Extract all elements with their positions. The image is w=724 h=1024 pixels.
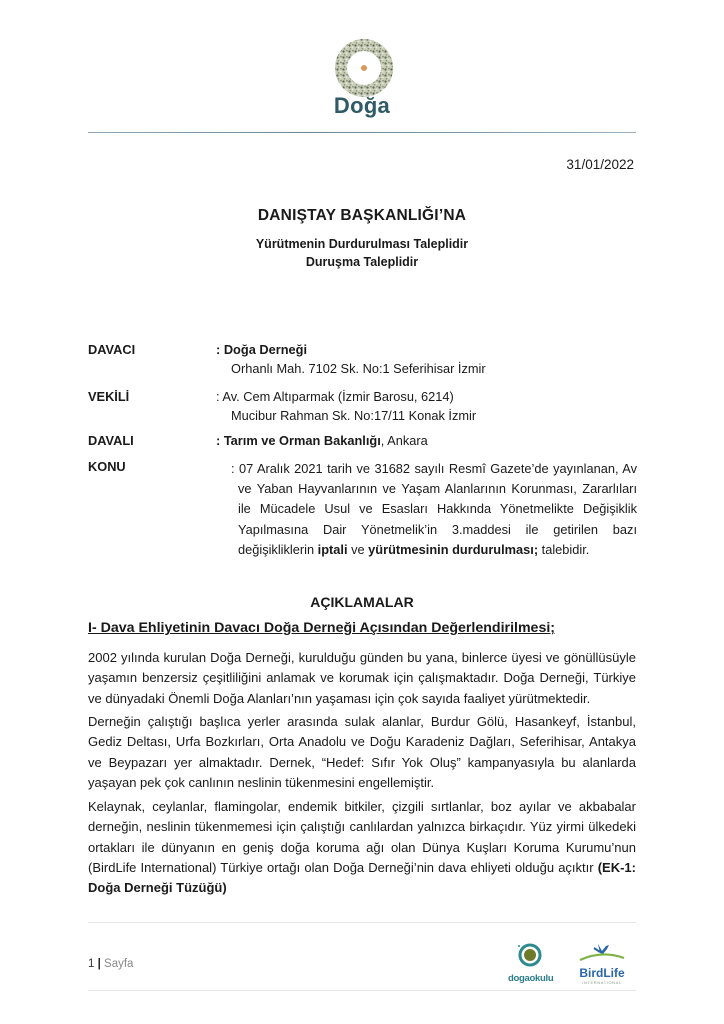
davali-label: DAVALI [88,433,134,448]
document-date: 31/01/2022 [566,157,634,172]
paragraph-3-text: Kelaynak, ceylanlar, flamingolar, endemik bitkiler, çizgili sırtlanlar, boz ayılar ve akbabalar derneğin, neslinin tükenmemesi için çalıştığı canlılardan yalnızca birkaçıdır. Yüz yirmi ülkedeki ortakları ile dünyanın en geniş doğa koruma ağı olan Dünya Kuşları Koruma Kurumu’nun (BirdLife International) Türkiye ortağı olan Doğa Derneği’nin dava ehliyeti olduğu açıktır [88,799,636,875]
dogaokulu-logo [508,942,552,984]
davali-name: : Tarım ve Orman Bakanlığı [216,433,381,448]
footer-divider-bottom [88,990,636,991]
page-number-value: 1 [88,958,95,970]
konu-text-mid: ve [347,541,369,557]
konu-text-start: : 07 Aralık 2021 tarih ve 31682 sayılı Resmî Gazete’de yayınlanan, Av ve Yaban Hayvanlarının ve Yaşam Alanlarının Korunması, Zararlıları ile Mücadele Usul ve Esasları Hakkında Yönetmelikte Değişiklik Yapılmasına Dair Yönetmelik’in 3.maddesi ile getirilen bazı değişikliklerin [231,461,637,557]
dogaokulu-text: dogaokulu [508,973,554,984]
subheading-dava-ehliyeti: I- Dava Ehliyetinin Davacı Doğa Derneği Açısından Değerlendirilmesi; [88,620,556,636]
paragraph-1: 2002 yılında kurulan Doğa Derneği, kurulduğu günden bu yana, binlerce üyesi ve gönüllüsüyle yaşamın benzersiz çeşitliliğini anlamak ve korumak için çalışmaktadır. Doğa Derneği, Türkiye ve dünyadaki Önemli Doğa Alanları’nın yaşaması için çok sayıda faaliyet yürütmektedir. [88,650,636,706]
dogaokulu-icon [508,942,552,968]
page-number [88,958,133,970]
footer-divider-top [88,922,636,923]
request-subtitle-2: Duruşma Taleplidir [305,255,419,269]
birdlife-logo [576,940,628,986]
davaci-label: DAVACI [88,342,136,357]
vekili-name: : Av. Cem Altıparmak (İzmir Barosu, 6214) [216,389,454,404]
birdlife-text: BirdLife [579,966,625,980]
konu-text-end: talebidir. [538,541,590,557]
vekili-label: VEKİLİ [88,389,130,404]
birdlife-bird-icon [576,940,628,962]
doga-ring-logo-icon [318,32,410,102]
davaci-address: Orhanlı Mah. 7102 Sk. No:1 Seferihisar İzmir [231,361,486,376]
paragraph-3 [88,797,636,898]
konu-bold-iptali: iptali [317,541,348,557]
konu-text [231,459,637,560]
header-divider [88,132,636,133]
konu-bold-yurutme: yürütmesinin durdurulması; [368,541,539,557]
davaci-name: : Doğa Derneği [216,342,308,357]
page-separator: | [97,958,101,970]
vekili-address: Mucibur Rahman Sk. No:17/11 Konak İzmir [231,408,477,423]
request-subtitle-1: Yürütmenin Durdurulması Taleplidir [255,237,469,251]
davali-value [216,433,428,448]
davali-city: , Ankara [380,433,428,448]
logo-wordmark: Doğa [333,93,391,118]
birdlife-subtext: INTERNATIONAL [582,980,622,985]
addressee-title: DANIŞTAY BAŞKANLIĞI’NA [257,207,467,224]
section-title-aciklamalar: AÇIKLAMALAR [310,594,414,610]
annex-reference: (EK-1: Doğa Derneği Tüzüğü) [88,859,636,896]
paragraph-2: Derneğin çalıştığı başlıca yerler arasında sulak alanlar, Burdur Gölü, Hasankeyf, İstanbul, Gediz Deltası, Urfa Bozkırları, Orta Anadolu ve Doğu Karadeniz Dağları, Seferihisar, Antakya ve Beypazarı yer almaktadır. Dernek, “Hedef: Sıfır Yok Oluş” kampanyasıyla bu alanlarda yaşayan pek çok canlının neslinin tükenmesini engellemiştir. [88,714,636,790]
page-label: Sayfa [104,958,134,970]
konu-label: KONU [88,459,126,474]
